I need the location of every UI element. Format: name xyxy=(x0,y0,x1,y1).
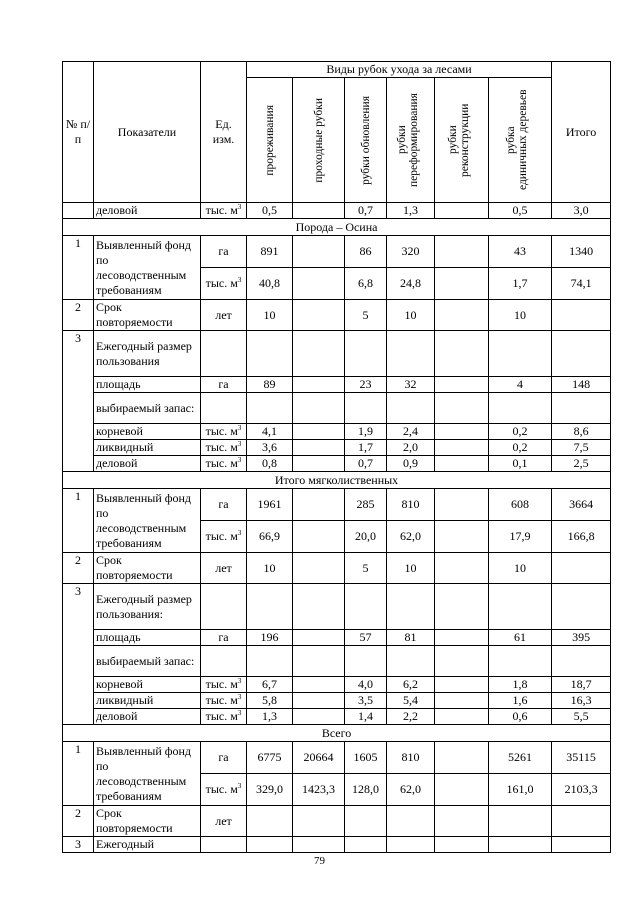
value-cell: 0,1 xyxy=(489,456,552,472)
section-title-row xyxy=(63,725,611,742)
value-cell: 17,9 xyxy=(489,521,552,553)
label-cell: выбираемый запас: xyxy=(94,646,201,677)
unit-superscript: 3 xyxy=(237,693,242,701)
value-cell xyxy=(293,331,345,377)
value-cell: 1,3 xyxy=(387,203,435,219)
value-cell xyxy=(435,837,489,853)
header-group: Виды рубок ухода за лесами xyxy=(247,62,552,78)
value-cell: 3,6 xyxy=(247,440,293,456)
value-cell: 2,2 xyxy=(387,709,435,725)
header-row-1 xyxy=(63,62,611,78)
value-cell xyxy=(435,300,489,331)
value-cell: 6,8 xyxy=(345,268,387,300)
value-cell: 608 xyxy=(489,489,552,521)
value-cell xyxy=(552,393,611,424)
value-cell: 810 xyxy=(387,742,435,774)
value-cell xyxy=(435,393,489,424)
unit-text: тыс. м xyxy=(205,203,238,217)
unit-text: тыс. м xyxy=(205,782,238,796)
value-cell: 128,0 xyxy=(345,774,387,806)
unit-cell xyxy=(201,331,247,377)
section-title: Порода – Осина xyxy=(63,219,611,236)
value-cell xyxy=(387,331,435,377)
header-col-single-trees xyxy=(489,78,552,203)
label-cell: деловой xyxy=(94,456,201,472)
value-cell xyxy=(435,806,489,837)
forest-care-table xyxy=(62,61,611,853)
value-cell xyxy=(552,584,611,630)
value-cell xyxy=(345,584,387,630)
value-cell xyxy=(435,693,489,709)
unit-text: тыс. м xyxy=(205,693,238,707)
value-cell xyxy=(345,646,387,677)
row-annual xyxy=(63,837,611,853)
unit-superscript: 3 xyxy=(237,203,242,211)
value-cell xyxy=(435,456,489,472)
value-cell: 5,8 xyxy=(247,693,293,709)
row-fund-ha xyxy=(63,489,611,521)
row-liquid xyxy=(63,693,611,709)
value-cell: 40,8 xyxy=(247,268,293,300)
value-cell: 1961 xyxy=(247,489,293,521)
header-col-renewal: рубки обновления xyxy=(345,78,387,203)
value-cell: 4 xyxy=(489,377,552,393)
unit-text: тыс. м xyxy=(205,677,238,691)
value-cell: 24,8 xyxy=(387,268,435,300)
value-cell: 395 xyxy=(552,630,611,646)
label-cell: площадь xyxy=(94,630,201,646)
value-cell xyxy=(293,677,345,693)
value-cell: 74,1 xyxy=(552,268,611,300)
value-cell xyxy=(247,331,293,377)
value-cell: 891 xyxy=(247,236,293,268)
row-fund-ha xyxy=(63,742,611,774)
label-cell: Срок повторяемости xyxy=(94,806,201,837)
value-cell: 35115 xyxy=(552,742,611,774)
value-cell: 329,0 xyxy=(247,774,293,806)
unit-superscript: 3 xyxy=(237,709,242,717)
value-cell: 6,7 xyxy=(247,677,293,693)
row-business xyxy=(63,456,611,472)
value-cell: 66,9 xyxy=(247,521,293,553)
header-col-reformation xyxy=(387,78,435,203)
value-cell: 285 xyxy=(345,489,387,521)
value-cell xyxy=(247,806,293,837)
unit-cell xyxy=(201,646,247,677)
value-cell xyxy=(552,837,611,853)
value-cell xyxy=(435,646,489,677)
value-cell xyxy=(489,393,552,424)
label-cell: корневой xyxy=(94,677,201,693)
value-cell: 6775 xyxy=(247,742,293,774)
value-cell xyxy=(293,268,345,300)
label-cell: Ежегодный размер пользования: xyxy=(94,584,201,630)
num-cell: 2 xyxy=(63,806,94,837)
unit-cell xyxy=(201,456,247,472)
value-cell xyxy=(247,584,293,630)
value-cell xyxy=(552,331,611,377)
value-cell: 3664 xyxy=(552,489,611,521)
value-cell xyxy=(552,646,611,677)
unit-text: тыс. м xyxy=(205,440,238,454)
value-cell: 5,5 xyxy=(552,709,611,725)
label-cell: площадь xyxy=(94,377,201,393)
unit-cell: лет xyxy=(201,806,247,837)
value-cell xyxy=(387,806,435,837)
section-title-row xyxy=(63,219,611,236)
value-cell xyxy=(293,489,345,521)
value-cell: 1,6 xyxy=(489,693,552,709)
header-col-text: переформирования xyxy=(407,93,420,187)
value-cell xyxy=(435,584,489,630)
unit-text: тыс. м xyxy=(205,276,238,290)
unit-superscript: 3 xyxy=(237,276,242,284)
unit-cell: га xyxy=(201,742,247,774)
value-cell xyxy=(293,377,345,393)
header-indicators: Показатели xyxy=(94,62,201,203)
header-col-passage: проходные рубки xyxy=(293,78,345,203)
header-col-text: рубка xyxy=(505,126,518,154)
row-period xyxy=(63,806,611,837)
value-cell xyxy=(293,440,345,456)
value-cell xyxy=(345,806,387,837)
value-cell: 32 xyxy=(387,377,435,393)
header-col-text: реконструкции xyxy=(458,103,471,177)
value-cell: 5,4 xyxy=(387,693,435,709)
value-cell xyxy=(435,709,489,725)
value-cell xyxy=(435,377,489,393)
value-cell: 0,5 xyxy=(489,203,552,219)
unit-cell xyxy=(201,677,247,693)
value-cell xyxy=(345,837,387,853)
value-cell xyxy=(435,774,489,806)
value-cell xyxy=(435,521,489,553)
value-cell: 89 xyxy=(247,377,293,393)
unit-cell xyxy=(201,837,247,853)
value-cell: 148 xyxy=(552,377,611,393)
unit-text: тыс. м xyxy=(205,529,238,543)
unit-cell xyxy=(201,709,247,725)
value-cell: 0,8 xyxy=(247,456,293,472)
value-cell xyxy=(293,806,345,837)
value-cell xyxy=(293,393,345,424)
value-cell: 1,8 xyxy=(489,677,552,693)
row-root xyxy=(63,677,611,693)
section-title: Итого мягколиственных xyxy=(63,472,611,489)
value-cell xyxy=(435,489,489,521)
value-cell: 20,0 xyxy=(345,521,387,553)
value-cell: 5 xyxy=(345,300,387,331)
unit-cell xyxy=(201,774,247,806)
value-cell: 0,2 xyxy=(489,440,552,456)
value-cell: 1340 xyxy=(552,236,611,268)
value-cell: 20664 xyxy=(293,742,345,774)
value-cell: 4,1 xyxy=(247,424,293,440)
unit-cell: га xyxy=(201,377,247,393)
section-title: Всего xyxy=(63,725,611,742)
value-cell: 2103,3 xyxy=(552,774,611,806)
num-cell: 1 xyxy=(63,742,94,806)
unit-superscript: 3 xyxy=(237,529,242,537)
value-cell: 10 xyxy=(247,300,293,331)
unit-text: тыс. м xyxy=(205,456,238,470)
value-cell: 10 xyxy=(387,553,435,584)
unit-text: тыс. м xyxy=(205,709,238,723)
label-cell: деловой xyxy=(94,709,201,725)
value-cell: 2,4 xyxy=(387,424,435,440)
value-cell xyxy=(293,300,345,331)
value-cell: 0,5 xyxy=(247,203,293,219)
unit-superscript: 3 xyxy=(237,424,242,432)
label-cell: Ежегодный xyxy=(94,837,201,853)
value-cell xyxy=(435,630,489,646)
num-cell: 1 xyxy=(63,236,94,300)
value-cell xyxy=(387,646,435,677)
value-cell: 1,7 xyxy=(489,268,552,300)
label-cell: Ежегодный размер пользования xyxy=(94,331,201,377)
unit-cell xyxy=(201,268,247,300)
value-cell: 62,0 xyxy=(387,521,435,553)
value-cell: 10 xyxy=(387,300,435,331)
value-cell xyxy=(293,203,345,219)
value-cell xyxy=(345,331,387,377)
unit-superscript: 3 xyxy=(237,456,242,464)
value-cell xyxy=(293,837,345,853)
row-root xyxy=(63,424,611,440)
row-area xyxy=(63,630,611,646)
value-cell: 196 xyxy=(247,630,293,646)
value-cell: 43 xyxy=(489,236,552,268)
row-period xyxy=(63,300,611,331)
value-cell xyxy=(247,837,293,853)
num-cell xyxy=(63,203,94,219)
header-unit: Ед. изм. xyxy=(201,62,247,203)
header-col-thinning: прореживания xyxy=(247,78,293,203)
value-cell: 320 xyxy=(387,236,435,268)
row-business-carryover xyxy=(63,203,611,219)
value-cell: 10 xyxy=(489,553,552,584)
label-cell: Срок повторяемости xyxy=(94,300,201,331)
section-title-row xyxy=(63,472,611,489)
value-cell xyxy=(435,742,489,774)
value-cell: 0,9 xyxy=(387,456,435,472)
label-cell: ликвидный xyxy=(94,693,201,709)
value-cell: 23 xyxy=(345,377,387,393)
value-cell xyxy=(387,393,435,424)
unit-cell xyxy=(201,693,247,709)
value-cell xyxy=(552,553,611,584)
num-cell: 3 xyxy=(63,837,94,853)
value-cell: 61 xyxy=(489,630,552,646)
page-number: 79 xyxy=(314,855,325,867)
value-cell: 10 xyxy=(489,300,552,331)
value-cell xyxy=(489,584,552,630)
value-cell: 3,0 xyxy=(552,203,611,219)
num-cell: 1 xyxy=(63,489,94,553)
header-col-text: рубки xyxy=(395,125,408,155)
unit-superscript: 3 xyxy=(237,677,242,685)
row-period xyxy=(63,553,611,584)
header-col-reconstruction xyxy=(435,78,489,203)
value-cell: 6,2 xyxy=(387,677,435,693)
value-cell xyxy=(489,806,552,837)
value-cell xyxy=(293,646,345,677)
value-cell: 1,3 xyxy=(247,709,293,725)
label-cell: Выявленный фонд по лесоводственным требованиям xyxy=(94,489,201,553)
value-cell xyxy=(293,584,345,630)
value-cell: 0,2 xyxy=(489,424,552,440)
unit-cell: лет xyxy=(201,300,247,331)
unit-cell xyxy=(201,393,247,424)
value-cell xyxy=(293,236,345,268)
row-stock xyxy=(63,646,611,677)
value-cell: 0,7 xyxy=(345,203,387,219)
value-cell: 1423,3 xyxy=(293,774,345,806)
value-cell xyxy=(435,268,489,300)
value-cell: 166,8 xyxy=(552,521,611,553)
value-cell: 2,0 xyxy=(387,440,435,456)
value-cell: 86 xyxy=(345,236,387,268)
value-cell xyxy=(489,331,552,377)
value-cell xyxy=(293,693,345,709)
num-cell: 2 xyxy=(63,300,94,331)
value-cell xyxy=(345,393,387,424)
value-cell: 1605 xyxy=(345,742,387,774)
value-cell xyxy=(552,806,611,837)
value-cell: 10 xyxy=(247,553,293,584)
value-cell: 1,4 xyxy=(345,709,387,725)
row-liquid xyxy=(63,440,611,456)
value-cell: 810 xyxy=(387,489,435,521)
value-cell xyxy=(293,553,345,584)
label-cell: Выявленный фонд по лесоводственным требованиям xyxy=(94,742,201,806)
value-cell: 4,0 xyxy=(345,677,387,693)
unit-cell xyxy=(201,440,247,456)
value-cell: 2,5 xyxy=(552,456,611,472)
unit-cell: га xyxy=(201,489,247,521)
row-business xyxy=(63,709,611,725)
value-cell xyxy=(293,456,345,472)
unit-cell xyxy=(201,203,247,219)
unit-text: тыс. м xyxy=(205,424,238,438)
unit-superscript: 3 xyxy=(237,440,242,448)
value-cell xyxy=(293,424,345,440)
unit-cell xyxy=(201,521,247,553)
value-cell: 161,0 xyxy=(489,774,552,806)
label-cell: деловой xyxy=(94,203,201,219)
value-cell xyxy=(293,521,345,553)
unit-cell xyxy=(201,584,247,630)
unit-cell xyxy=(201,424,247,440)
value-cell: 5261 xyxy=(489,742,552,774)
unit-cell: лет xyxy=(201,553,247,584)
value-cell xyxy=(435,424,489,440)
value-cell: 8,6 xyxy=(552,424,611,440)
value-cell: 3,5 xyxy=(345,693,387,709)
row-annual xyxy=(63,331,611,377)
value-cell: 7,5 xyxy=(552,440,611,456)
header-col-text: единичных деревьев xyxy=(517,89,530,191)
label-cell: Срок повторяемости xyxy=(94,553,201,584)
value-cell xyxy=(387,584,435,630)
value-cell: 0,6 xyxy=(489,709,552,725)
value-cell xyxy=(435,553,489,584)
value-cell xyxy=(293,630,345,646)
unit-cell: га xyxy=(201,630,247,646)
value-cell xyxy=(247,393,293,424)
header-num: № п/п xyxy=(63,62,94,203)
unit-cell: га xyxy=(201,236,247,268)
value-cell xyxy=(435,331,489,377)
value-cell xyxy=(552,300,611,331)
value-cell xyxy=(489,646,552,677)
value-cell xyxy=(489,837,552,853)
value-cell: 18,7 xyxy=(552,677,611,693)
row-annual xyxy=(63,584,611,630)
value-cell xyxy=(435,203,489,219)
row-stock xyxy=(63,393,611,424)
unit-superscript: 3 xyxy=(237,782,242,790)
label-cell: выбираемый запас: xyxy=(94,393,201,424)
value-cell: 1,9 xyxy=(345,424,387,440)
value-cell xyxy=(387,837,435,853)
label-cell: ликвидный xyxy=(94,440,201,456)
label-cell: корневой xyxy=(94,424,201,440)
value-cell: 1,7 xyxy=(345,440,387,456)
value-cell: 57 xyxy=(345,630,387,646)
value-cell xyxy=(435,236,489,268)
header-total: Итого xyxy=(552,62,611,203)
value-cell: 0,7 xyxy=(345,456,387,472)
num-cell: 3 xyxy=(63,584,94,725)
value-cell xyxy=(435,440,489,456)
label-cell: Выявленный фонд по лесоводственным требованиям xyxy=(94,236,201,300)
value-cell xyxy=(435,677,489,693)
row-area xyxy=(63,377,611,393)
value-cell: 62,0 xyxy=(387,774,435,806)
num-cell: 3 xyxy=(63,331,94,472)
value-cell xyxy=(293,709,345,725)
value-cell: 81 xyxy=(387,630,435,646)
value-cell: 16,3 xyxy=(552,693,611,709)
header-col-text: рубки xyxy=(446,125,459,155)
value-cell xyxy=(247,646,293,677)
row-fund-ha xyxy=(63,236,611,268)
num-cell: 2 xyxy=(63,553,94,584)
value-cell: 5 xyxy=(345,553,387,584)
